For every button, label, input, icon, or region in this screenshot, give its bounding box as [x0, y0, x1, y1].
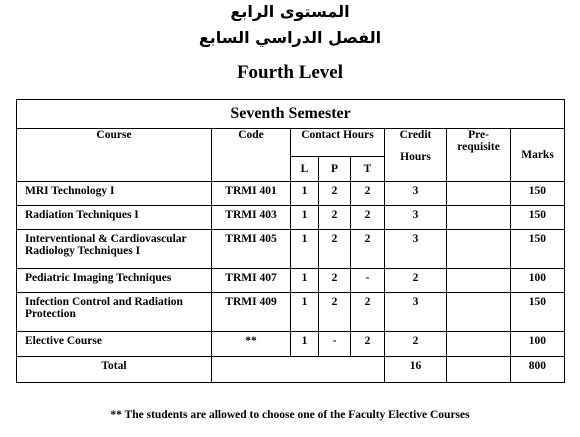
header-hours-label: Hours [400, 151, 431, 163]
marks: 150 [511, 182, 565, 206]
total-marks: 800 [511, 357, 565, 383]
header-credit-hours [385, 129, 447, 182]
credit-hours: 3 [385, 230, 447, 269]
course-code: TRMI 405 [212, 230, 291, 269]
practical-hours: - [319, 332, 351, 357]
marks: 150 [511, 293, 565, 332]
lecture-hours: 1 [291, 269, 319, 293]
arabic-semester-heading: الفصل الدراسي السابع [198, 28, 382, 47]
prerequisite [447, 230, 511, 269]
tutorial-hours: 2 [351, 182, 385, 206]
marks: 100 [511, 269, 565, 293]
course-name: Infection Control and Radiation Protection [17, 293, 212, 332]
semester-title: Seventh Semester [17, 100, 565, 129]
course-name: Radiation Techniques I [17, 206, 212, 230]
practical-hours: 2 [319, 269, 351, 293]
course-name: Pediatric Imaging Techniques [17, 269, 212, 293]
table-row [17, 230, 565, 269]
tutorial-hours: 2 [351, 332, 385, 357]
header-code: Code [212, 129, 291, 182]
table-row [17, 332, 565, 357]
table-row [17, 182, 565, 206]
course-name: Interventional & Cardiovascular Radiology Techniques I [17, 230, 212, 269]
marks: 150 [511, 206, 565, 230]
header-course: Course [17, 129, 212, 182]
table-row [17, 269, 565, 293]
course-name: Elective Course [17, 332, 212, 357]
total-prerequisite-empty [447, 357, 511, 383]
course-code: ** [212, 332, 291, 357]
prerequisite [447, 269, 511, 293]
header-p: P [319, 157, 351, 182]
practical-hours: 2 [319, 182, 351, 206]
lecture-hours: 1 [291, 230, 319, 269]
table-row [17, 293, 565, 332]
course-code: TRMI 407 [212, 269, 291, 293]
lecture-hours: 1 [291, 293, 319, 332]
credit-hours: 2 [385, 269, 447, 293]
prerequisite [447, 206, 511, 230]
prerequisite [447, 182, 511, 206]
course-schedule-table [16, 99, 565, 383]
course-code: TRMI 409 [212, 293, 291, 332]
prerequisite [447, 332, 511, 357]
lecture-hours: 1 [291, 182, 319, 206]
credit-hours: 3 [385, 293, 447, 332]
credit-hours: 3 [385, 206, 447, 230]
total-label: Total [17, 357, 212, 383]
elective-footnote: ** The students are allowed to choose one of the Faculty Elective Courses [110, 409, 470, 421]
lecture-hours: 1 [291, 206, 319, 230]
credit-hours: 3 [385, 182, 447, 206]
header-t: T [351, 157, 385, 182]
total-row [17, 357, 565, 383]
course-code: TRMI 401 [212, 182, 291, 206]
tutorial-hours: 2 [351, 230, 385, 269]
total-credit-hours: 16 [385, 357, 447, 383]
total-empty [212, 357, 385, 383]
table-row [17, 206, 565, 230]
practical-hours: 2 [319, 230, 351, 269]
header-credit-label: Credit [399, 129, 432, 141]
lecture-hours: 1 [291, 332, 319, 357]
arabic-level-heading: المستوى الرابع [230, 2, 350, 21]
header-l: L [291, 157, 319, 182]
course-name: MRI Technology I [17, 182, 212, 206]
credit-hours: 2 [385, 332, 447, 357]
prerequisite [447, 293, 511, 332]
marks: 150 [511, 230, 565, 269]
level-title: Fourth Level [236, 62, 344, 83]
practical-hours: 2 [319, 206, 351, 230]
header-prerequisite: Pre-requisite [447, 129, 511, 182]
marks: 100 [511, 332, 565, 357]
tutorial-hours: 2 [351, 206, 385, 230]
header-contact-hours: Contact Hours [291, 129, 385, 157]
practical-hours: 2 [319, 293, 351, 332]
tutorial-hours: - [351, 269, 385, 293]
tutorial-hours: 2 [351, 293, 385, 332]
header-marks: Marks [511, 129, 565, 182]
course-code: TRMI 403 [212, 206, 291, 230]
